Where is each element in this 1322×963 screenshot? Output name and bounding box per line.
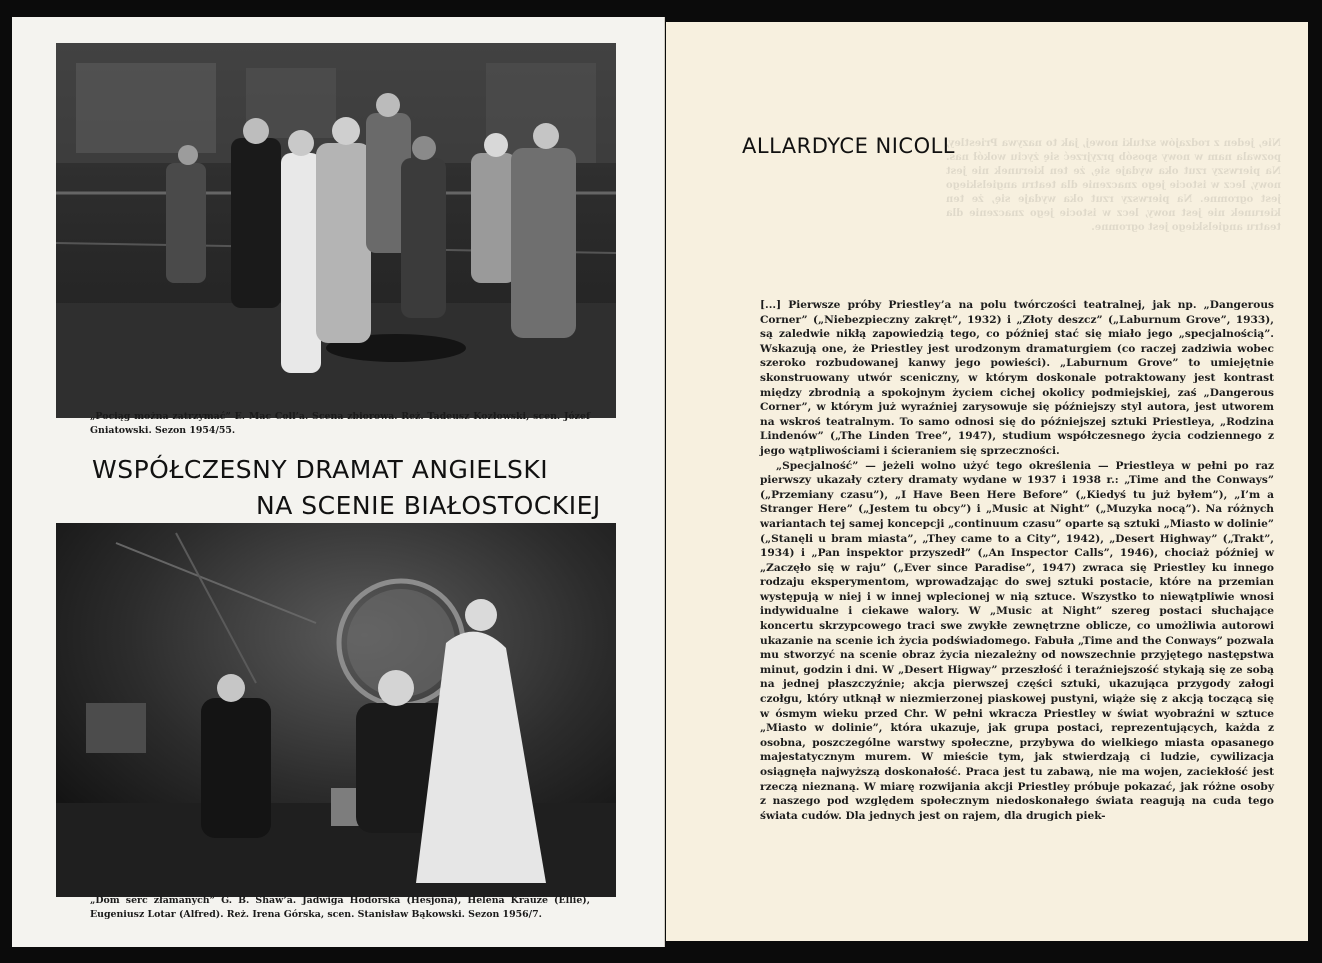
right-page xyxy=(666,22,1308,941)
section-heading-line1: WSPÓŁCZESNY DRAMAT ANGIELSKI xyxy=(92,455,549,484)
author-name: ALLARDYCE NICOLL xyxy=(742,134,956,158)
photo-train-scene-image xyxy=(56,43,616,418)
bleed-through-text: Nie, jeden z rodzajów sztuki nowej, jak to nazywa Priestley, pozwala nam w nowy sposób przyjrzeć się życiu wokół nas. Na pierwszy rzut oka wydaje się, że ten kierunek nie jest nowy, lecz w istocie jego znaczenie dla teatru angielskiego jest ogromne. Na pierwszy rzut oka wydaje się, że ten kierunek nie jest nowy, lecz w istocie jego znaczenie dla teatru angielskiego jest ogromne. xyxy=(946,138,1281,233)
article-body xyxy=(760,298,1274,823)
photo-heartbreak-house-scene xyxy=(56,523,616,897)
article-paragraph-1: [...] Pierwsze próby Priestley’a na polu twórczości teatralnej, jak np. „Dangerous Corner” („Niebezpieczny zakręt”, 1932) i „Złoty deszcz” („Laburnum Grove”, 1933), są zaledwie nikłą zapowiedzią tego, co później stać się miało jego „specjalnością”. Wskazują one, że Priestley jest urodzonym dramaturgiem (co raczej zadziwia wobec szeroko rozbudowanej kanwy jego powieści). „Laburnum Grove” to umiejętnie skonstruowany utwór sceniczny, w którym doskonale potraktowany jest kontrast między zbrodnią a spokojnym życiem cichej okolicy podmiejskiej, zaś „Dangerous Corner”, w którym już wyraźniej zarysowuje się późniejszy styl autora, jest utworem na wskroś teatralnym. To samo odnosi się do późniejszej sztuki Priestleya, „Rodzina Lindenów” („The Linden Tree”, 1947), studium współczesnego życia codziennego z jego wątpliwościami i ścieraniem się sprzeczności. xyxy=(760,299,1274,457)
article-paragraph-2: „Specjalność” — jeżeli wolno użyć tego określenia — Priestleya w pełni po raz pierwszy ukazały cztery dramaty wydane w 1937 i 1938 r.: „Time and the Conways” („Przemiany czasu”), „I Have Been Here Before” („Kiedyś tu już byłem”), „I’m a Stranger Here” („Jestem tu obcy”) i „Music at Night” („Muzyka nocą”). Na różnych wariantach tej samej koncepcji „continuum czasu” oparte są sztuki „Miasto w dolinie” („Stanęli u bram miasta”, „They came to a City”, 1942), „Desert Highway” („Trakt”, 1934) i „Pan inspektor przyszedł” („An Inspector Calls”, 1946), chociaż później w „Zaczęło się w raju” („Ever since Paradise”, 1947) zwraca się Priestley ku innego rodzaju eksperymentom, wprowadzając do swej sztuki postacie, które na przemian występują w niej i w innej wplecionej w nią sztuce. Wszystko to niewątpliwie wnosi indywidualne i ciekawe walory. W „Music at Night” szereg postaci słuchające koncertu skrzypcowego traci swe zwykłe zewnętrzne oblicze, co umożliwia autorowi ukazanie na scenie ich życia podświadomego. Fabuła „Time and the Conways” pozwala mu stworzyć na scenie obraz życia niezależny od nowszechnie przyjętego następstwa minut, godzin i dni. W „Desert Higway” przeszłość i teraźniejszość stykają się ze sobą na jednej płaszczyźnie; akcja pierwszej części sztuki, ukazująca przygody załogi czołgu, który utknął w niezmierzonej piaskowej pustyni, wiąże się z akcją toczącą się w ósmym wieku przed Chr. W pełni wkracza Priestley w świat wyobraźni w sztuce „Miasto w dolinie”, która ukazuje, jak grupa postaci, reprezentujących, każda z osobna, poszczególne warstwy społeczne, przybywa do wielkiego miasta opasanego majestatycznym murem. W mieście tym, jak stwierdzają ci ludzie, cywilizacja osiągnęła najwyższą doskonałość. Praca jest tu zabawą, nie ma wojen, zaciekłość jest rzeczą nieznaną. W miarę rozwijania akcji Priestley próbuje pokazać, jak różne osoby z naszego pod względem społecznym niedoskonałego świata reagują na cuda tego świata cudów. Dla jednych jest on rajem, dla drugich piek- xyxy=(760,459,1274,822)
photo-train-scene xyxy=(56,43,616,418)
photo1-caption: „Pociąg można zatrzymać” E. Mac Coll’a. Scena zbiorowa. Reż. Tadeusz Kozłowski, scen. Józef Gniatowski. Sezon 1954/55. xyxy=(90,411,590,436)
left-page xyxy=(12,17,665,947)
photo-heartbreak-house-image xyxy=(56,523,616,897)
section-heading-line2: NA SCENIE BIAŁOSTOCKIEJ xyxy=(256,491,601,520)
photo2-caption: „Dom serc złamanych” G. B. Shaw’a. Jadwiga Hodorska (Hesjona), Helena Krauze (Ellie), Eugeniusz Lotar (Alfred). Reż. Irena Górska, scen. Stanisław Bąkowski. Sezon 1956/7. xyxy=(90,895,590,920)
